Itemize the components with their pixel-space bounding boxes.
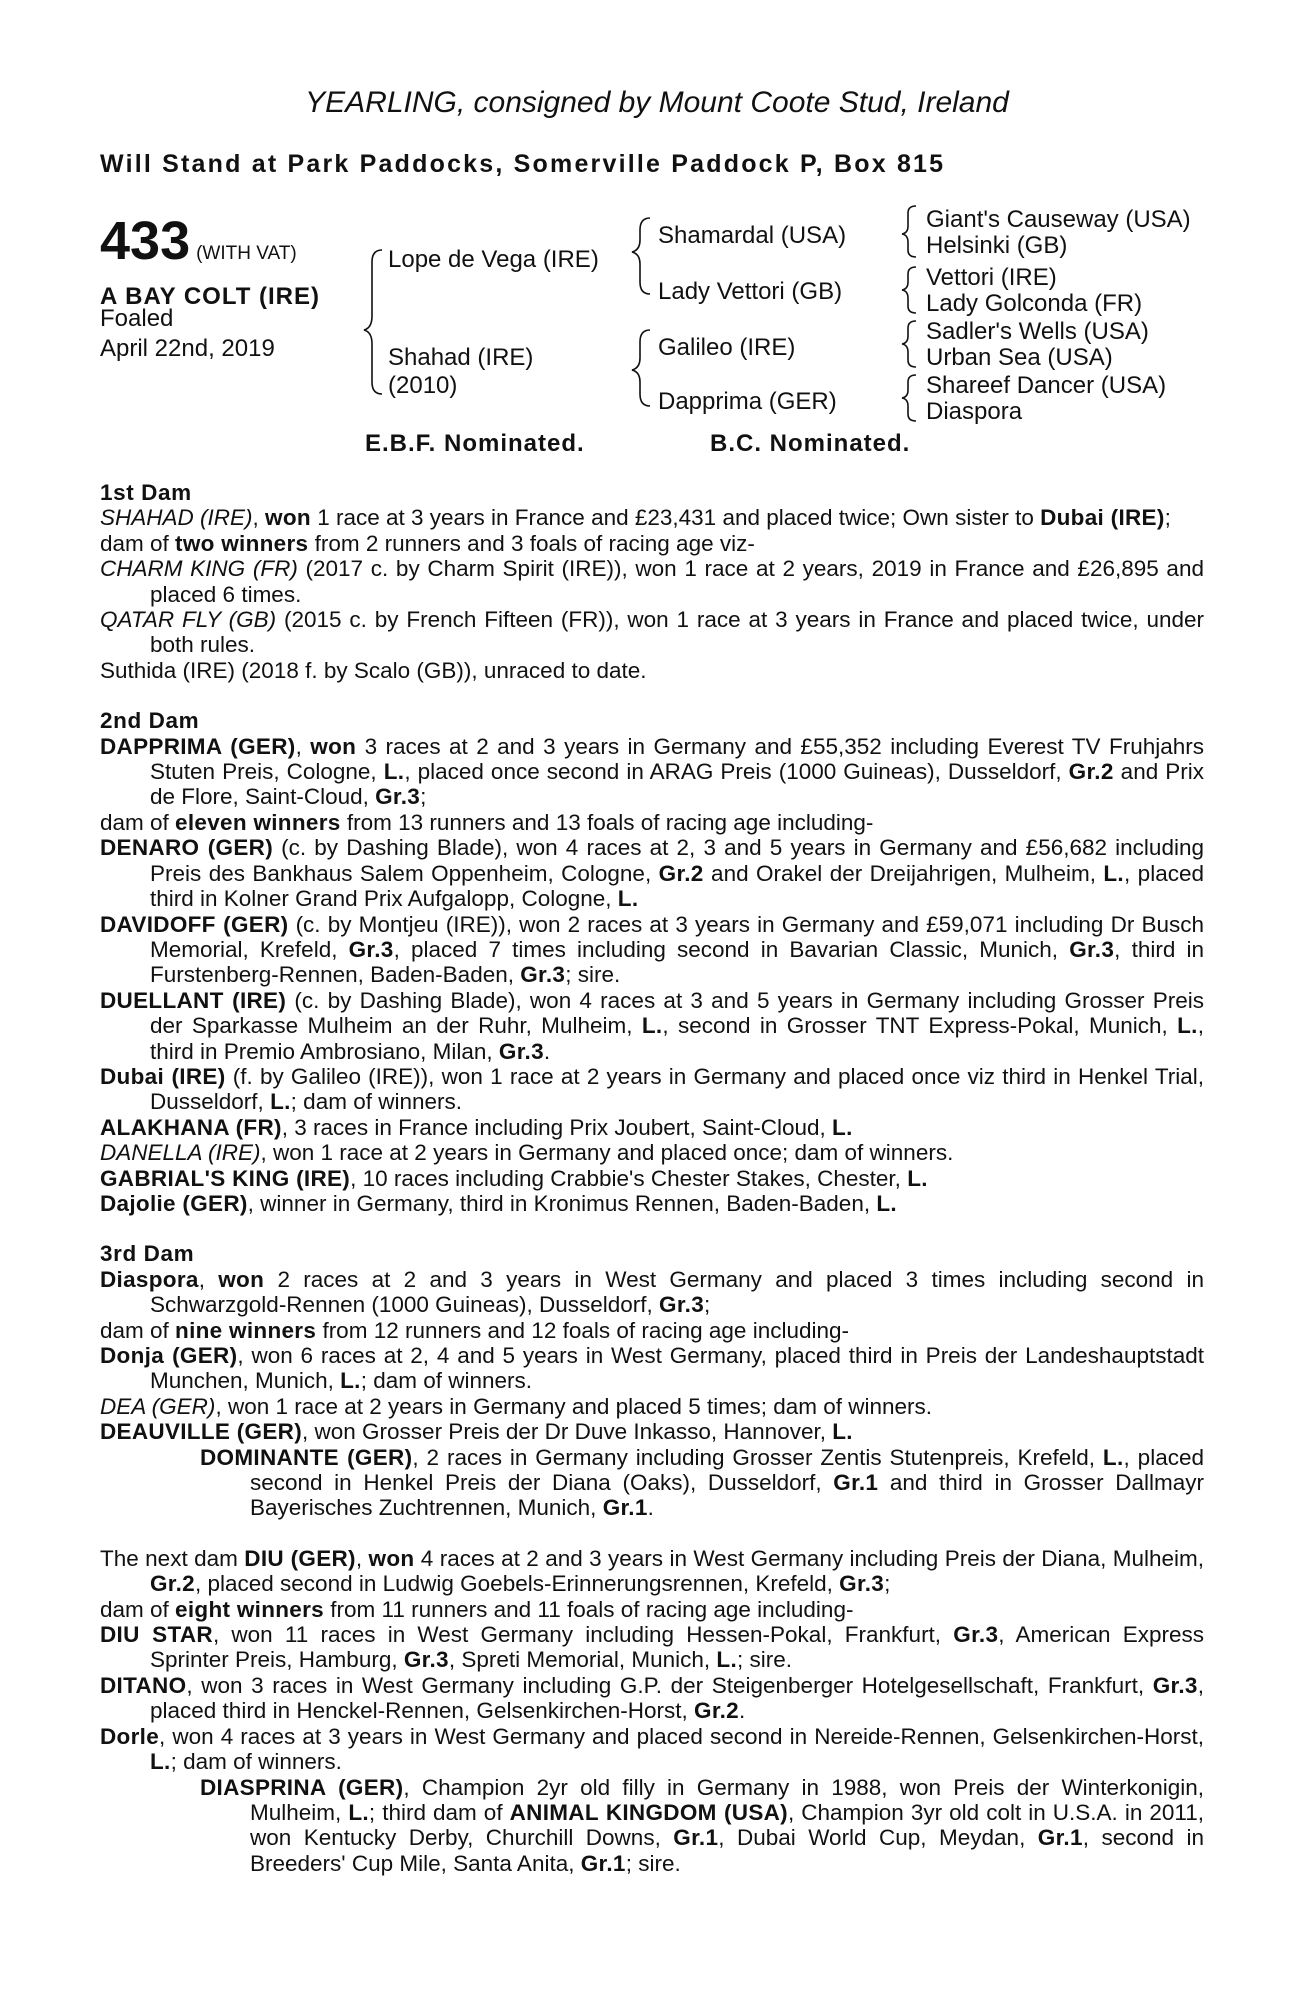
text-run: L. <box>383 759 405 785</box>
text-run: dam of <box>100 1596 176 1622</box>
brace-generation-1 <box>364 250 382 394</box>
text-run: Donja (GER) <box>100 1343 238 1368</box>
text-run: ANIMAL KINGDOM (USA) <box>509 1799 788 1825</box>
text-run: L. <box>617 886 639 912</box>
text-run: ; dam of winners. <box>360 1368 533 1394</box>
text-run: won <box>368 1545 415 1571</box>
text-run: . <box>543 1038 551 1064</box>
text-run: Suthida (IRE) (2018 f. by Scalo (GB)), unraced to date. <box>100 657 647 683</box>
text-run: Dorle <box>100 1723 160 1749</box>
text-run: dam of <box>100 809 176 835</box>
text-run: DANELLA (IRE) <box>100 1140 261 1166</box>
text-run: , won 3 races in West Germany including G.P. der Steigenberger Hotelgesellschaft, Frankfurt, <box>186 1672 1153 1698</box>
lot-number: 433 <box>100 211 191 271</box>
text-run: L. <box>1102 1444 1124 1470</box>
text-run: L. <box>150 1749 171 1775</box>
pedigree-g3-3: Vettori (IRE) <box>926 264 1057 291</box>
text-run: , Champion 2yr old filly in Germany in 1988, won Preis der Winterkonigin, Mulheim, <box>250 1774 1205 1825</box>
text-run: (c. by Dashing Blade), won 4 races at 3 and 5 years in Germany including Grosser Preis der Sparkasse Mulheim an der Ruhr, Mulheim, <box>150 987 1204 1039</box>
ebf-nomination: E.B.F. Nominated. <box>365 430 585 457</box>
text-run: L. <box>876 1190 897 1216</box>
next-dam-entry <box>100 1546 1204 1597</box>
text-run: L. <box>907 1165 928 1191</box>
produce-entry <box>100 1394 1204 1419</box>
text-run: QATAR FLY (GB) <box>100 607 277 633</box>
text-run: and third in Grosser Dallmayr Bayerisches Zuchtrennen, Munich, <box>250 1470 1204 1521</box>
pedigree-g3-7: Shareef Dancer (USA) <box>926 372 1167 399</box>
text-run: Gr.3 <box>1069 936 1115 962</box>
brace-g1 <box>902 206 916 257</box>
text-run: 1 race at 3 years in France and £23,431 and placed twice; Own sister to <box>310 505 1041 531</box>
text-run: ; <box>1164 505 1171 531</box>
third-dam-heading: 3rd Dam <box>100 1241 195 1267</box>
pedigree-dam-year: (2010) <box>388 372 458 399</box>
text-run: , won 1 race at 2 years in Germany and placed once; dam of winners. <box>260 1140 954 1166</box>
first-dam-heading: 1st Dam <box>100 480 192 505</box>
text-run: L. <box>832 1419 853 1445</box>
text-run: DUELLANT (IRE) <box>100 987 287 1013</box>
first-dam-entry <box>100 505 1204 530</box>
text-run: ; dam of winners. <box>170 1749 342 1775</box>
text-run: Gr.3 <box>498 1038 544 1064</box>
text-run: and Orakel der Dreijahrigen, Mulheim, <box>703 860 1104 886</box>
text-run: ; sire. <box>565 962 621 988</box>
text-run: won <box>265 505 311 531</box>
text-run: , won Grosser Preis der Dr Duve Inkasso, Hannover, <box>302 1419 833 1445</box>
text-run: won <box>218 1266 265 1292</box>
text-run: DIU (GER) <box>244 1545 356 1571</box>
text-run: ; <box>420 784 427 810</box>
text-run: Gr.3 <box>1152 1672 1198 1698</box>
text-run: , third in Premio Ambrosiano, Milan, <box>150 1013 1204 1064</box>
text-run: Dajolie (GER) <box>100 1190 248 1216</box>
text-run: , Spreti Memorial, Munich, <box>448 1647 717 1673</box>
text-run: dam of <box>100 530 176 556</box>
pedigree-sire-sire: Shamardal (USA) <box>658 222 847 249</box>
text-run: , placed once second in ARAG Preis (1000 Guineas), Dusseldorf, <box>404 759 1069 785</box>
text-run: , won 6 races at 2, 4 and 5 years in West Germany, placed third in Preis der Landeshauptstadt Munchen, Munich, <box>150 1343 1205 1394</box>
text-run: GABRIAL'S KING (IRE) <box>100 1165 351 1191</box>
text-run: from 2 runners and 3 foals of racing age viz- <box>308 530 755 556</box>
text-run: Gr.2 <box>150 1571 195 1597</box>
text-run: , <box>355 1545 369 1571</box>
text-run: , third in Furstenberg-Rennen, Baden-Baden, <box>150 936 1205 988</box>
pedigree-g3-5: Sadler's Wells (USA) <box>926 318 1149 345</box>
text-run: DEAUVILLE (GER) <box>100 1419 303 1445</box>
brace-g2 <box>902 267 916 313</box>
text-run: eight winners <box>175 1596 324 1622</box>
text-run: CHARM KING (FR) <box>100 556 298 582</box>
text-run: DITANO <box>100 1672 187 1698</box>
first-dam-produce-summary <box>100 531 1204 556</box>
text-run: ; third dam of <box>368 1799 510 1825</box>
text-run: , <box>198 1266 219 1292</box>
horse-description: A BAY COLT (IRE) <box>100 283 321 310</box>
text-run: , 10 races including Crabbie's Chester Stakes, Chester, <box>350 1165 908 1191</box>
second-dam-heading: 2nd Dam <box>100 708 200 734</box>
text-run: Gr.3 <box>520 962 566 988</box>
text-run: DEA (GER) <box>100 1393 216 1419</box>
text-run: (c. by Montjeu (IRE)), won 2 races at 3 years in Germany and £59,071 including Dr Busch Memorial, Krefeld, <box>150 911 1204 962</box>
text-run: , placed second in Ludwig Goebels-Erinnerungsrennen, Krefeld, <box>194 1571 840 1597</box>
text-run: ; sire. <box>625 1850 681 1876</box>
text-run: Gr.1 <box>833 1470 879 1496</box>
pedigree-sire: Lope de Vega (IRE) <box>388 246 599 273</box>
text-run: 3 races at 2 and 3 years in Germany and £55,352 including Everest TV Fruhjahrs Stuten Preis, Cologne, <box>150 733 1204 785</box>
text-run: (2017 c. by Charm Spirit (IRE)), won 1 race at 2 years, 2019 in France and £26,895 and placed 6 times. <box>150 556 1204 607</box>
produce-entry <box>100 988 1204 1064</box>
text-run: , placed second in Henkel Preis der Diana (Oaks), Dusseldorf, <box>250 1444 1204 1496</box>
text-run: eleven winners <box>175 809 341 835</box>
text-run: nine winners <box>175 1317 317 1343</box>
text-run: Gr.3 <box>659 1292 705 1318</box>
pedigree-g3-6: Urban Sea (USA) <box>926 344 1113 371</box>
text-run: SHAHAD (IRE) <box>100 505 253 531</box>
grand-produce-entry <box>200 1775 1204 1877</box>
grand-produce-entry <box>200 1445 1204 1521</box>
text-run: Dubai (IRE) <box>1040 505 1165 531</box>
text-run: Dubai (IRE) <box>100 1063 226 1089</box>
text-run: Gr.1 <box>580 1850 626 1876</box>
text-run: Gr.3 <box>953 1622 999 1648</box>
produce-entry <box>100 556 1204 607</box>
text-run: from 11 runners and 11 foals of racing age including- <box>323 1596 854 1622</box>
text-run: from 13 runners and 13 foals of racing age including- <box>340 809 874 835</box>
pedigree-dam-dam: Dapprima (GER) <box>658 388 837 415</box>
text-run: ; <box>704 1292 711 1318</box>
text-run: L. <box>1177 1013 1198 1039</box>
pedigree-dam: Shahad (IRE) <box>388 344 534 371</box>
text-run: L. <box>832 1114 853 1140</box>
stand-location: Will Stand at Park Paddocks, Somerville Paddock P, Box 815 <box>100 150 946 178</box>
produce-entry <box>100 1724 1204 1775</box>
consignor-line: YEARLING, consigned by Mount Coote Stud, Ireland <box>305 86 1009 119</box>
text-run: Gr.1 <box>1037 1825 1083 1851</box>
text-run: Gr.2 <box>1068 759 1114 785</box>
text-run: Gr.2 <box>658 860 704 886</box>
text-run: L. <box>716 1647 738 1673</box>
dam-line <box>100 480 1204 1876</box>
text-run: , won 11 races in West Germany including Hessen-Pokal, Frankfurt, <box>212 1622 954 1648</box>
text-run: , American Express Sprinter Preis, Hamburg, <box>150 1622 1205 1673</box>
text-run: , Dubai World Cup, Meydan, <box>718 1825 1038 1851</box>
third-dam-entry <box>100 1267 1204 1318</box>
brace-dam <box>632 330 650 406</box>
text-run: ALAKHANA (FR) <box>100 1114 282 1140</box>
pedigree-g3-8: Diaspora <box>926 398 1023 425</box>
produce-entry <box>100 658 1204 683</box>
pedigree-g3-1: Giant's Causeway (USA) <box>926 206 1191 233</box>
bc-nomination: B.C. Nominated. <box>710 430 911 457</box>
vat-note: (WITH VAT) <box>196 243 297 264</box>
third-dam-produce-summary <box>100 1318 1204 1343</box>
text-run: 4 races at 2 and 3 years in West Germany including Preis der Diana, Mulheim, <box>414 1545 1204 1571</box>
text-run: Diaspora <box>100 1266 199 1292</box>
text-run: Gr.3 <box>839 1571 885 1597</box>
text-run: , 3 races in France including Prix Joubert, Saint-Cloud, <box>281 1114 833 1140</box>
grand-produce-entry <box>100 1166 1204 1191</box>
grand-produce-entry <box>100 1115 1204 1140</box>
text-run: ; sire. <box>737 1647 793 1673</box>
text-run: DOMINANTE (GER) <box>200 1444 413 1470</box>
text-run: , Champion 3yr old colt in U.S.A. in 2011, won Kentucky Derby, Churchill Downs, <box>250 1799 1204 1851</box>
text-run: Gr.3 <box>403 1647 449 1673</box>
text-run: (c. by Dashing Blade), won 4 races at 2, 3 and 5 years in Germany and £56,682 including Preis des Bankhaus Salem Oppenheim, Cologne, <box>150 835 1204 886</box>
text-run: L. <box>641 1013 663 1039</box>
text-run: , won 4 races at 3 years in West Germany and placed second in Nereide-Rennen, Gelsenkirchen-Horst, <box>159 1723 1204 1749</box>
produce-entry <box>100 835 1204 911</box>
second-dam-produce-summary <box>100 810 1204 835</box>
text-run: Gr.1 <box>673 1825 719 1851</box>
text-run: won <box>310 733 357 759</box>
text-run: , second in Breeders' Cup Mile, Santa Anita, <box>250 1825 1205 1876</box>
text-run: (2015 c. by French Fifteen (FR)), won 1 race at 3 years in France and placed twice, under both rules. <box>150 607 1204 658</box>
produce-entry <box>100 1343 1204 1394</box>
text-run: Gr.3 <box>348 936 394 962</box>
brace-g4 <box>902 375 916 421</box>
text-run: (f. by Galileo (IRE)), won 1 race at 2 years in Germany and placed once viz third in Henkel Trial, Dusseldorf, <box>150 1063 1204 1115</box>
text-run: , won 1 race at 2 years in Germany and placed 5 times; dam of winners. <box>215 1393 933 1419</box>
grand-produce-entry <box>100 1191 1204 1216</box>
text-run: 2 races at 2 and 3 years in West Germany and placed 3 times including second in Schwarzgold-Rennen (1000 Guineas), Dusseldorf, <box>150 1266 1204 1318</box>
text-run: ; <box>884 1571 891 1597</box>
pedigree-sire-dam: Lady Vettori (GB) <box>658 278 843 305</box>
produce-entry <box>100 1140 1204 1165</box>
foaled-label: Foaled <box>100 305 174 332</box>
text-run: , 2 races in Germany including Grosser Zentis Stutenpreis, Krefeld, <box>412 1444 1103 1470</box>
foaled-date: April 22nd, 2019 <box>100 335 275 362</box>
produce-entry <box>100 1622 1204 1673</box>
text-run: , <box>295 733 311 759</box>
pedigree-dam-sire: Galileo (IRE) <box>658 334 796 361</box>
text-run: Gr.3 <box>375 784 421 810</box>
text-run: L. <box>340 1368 361 1394</box>
text-run: . <box>647 1495 654 1521</box>
text-run: L. <box>1103 860 1124 886</box>
next-dam-produce-summary <box>100 1597 1204 1622</box>
produce-entry <box>100 607 1204 658</box>
text-run: , second in Grosser TNT Express-Pokal, Munich, <box>662 1013 1178 1039</box>
text-run: L. <box>270 1089 291 1115</box>
produce-entry <box>100 912 1204 988</box>
text-run: , placed third in Kolner Grand Prix Aufgalopp, Cologne, <box>150 860 1204 912</box>
text-run: DIU STAR <box>100 1622 213 1648</box>
text-run: dam of <box>100 1317 176 1343</box>
text-run: , <box>252 505 259 531</box>
text-run: L. <box>348 1799 369 1825</box>
text-run: The next dam <box>100 1545 245 1571</box>
pedigree-g3-2: Helsinki (GB) <box>926 232 1068 259</box>
text-run: , placed third in Henckel-Rennen, Gelsenkirchen-Horst, <box>150 1672 1204 1724</box>
text-run: DAVIDOFF (GER) <box>100 911 289 937</box>
grand-produce-entry <box>100 1419 1204 1444</box>
text-run: DAPPRIMA (GER) <box>100 733 296 759</box>
text-run: , placed 7 times including second in Bavarian Classic, Munich, <box>393 936 1070 962</box>
text-run: , winner in Germany, third in Kronimus Rennen, Baden-Baden, <box>247 1190 877 1216</box>
pedigree-g3-4: Lady Golconda (FR) <box>926 290 1143 317</box>
produce-entry <box>100 1673 1204 1724</box>
brace-sire <box>632 218 650 294</box>
text-run: and Prix de Flore, Saint-Cloud, <box>150 759 1204 810</box>
text-run: . <box>739 1698 746 1724</box>
text-run: from 12 runners and 12 foals of racing age including- <box>316 1317 850 1343</box>
second-dam-entry <box>100 734 1204 810</box>
text-run: Gr.1 <box>602 1495 648 1521</box>
text-run: DENARO (GER) <box>100 835 273 861</box>
text-run: Gr.2 <box>694 1698 739 1724</box>
text-run: ; dam of winners. <box>290 1089 462 1115</box>
text-run: two winners <box>175 530 309 556</box>
text-run: DIASPRINA (GER) <box>200 1774 404 1800</box>
produce-entry <box>100 1064 1204 1115</box>
brace-g3 <box>902 321 916 367</box>
